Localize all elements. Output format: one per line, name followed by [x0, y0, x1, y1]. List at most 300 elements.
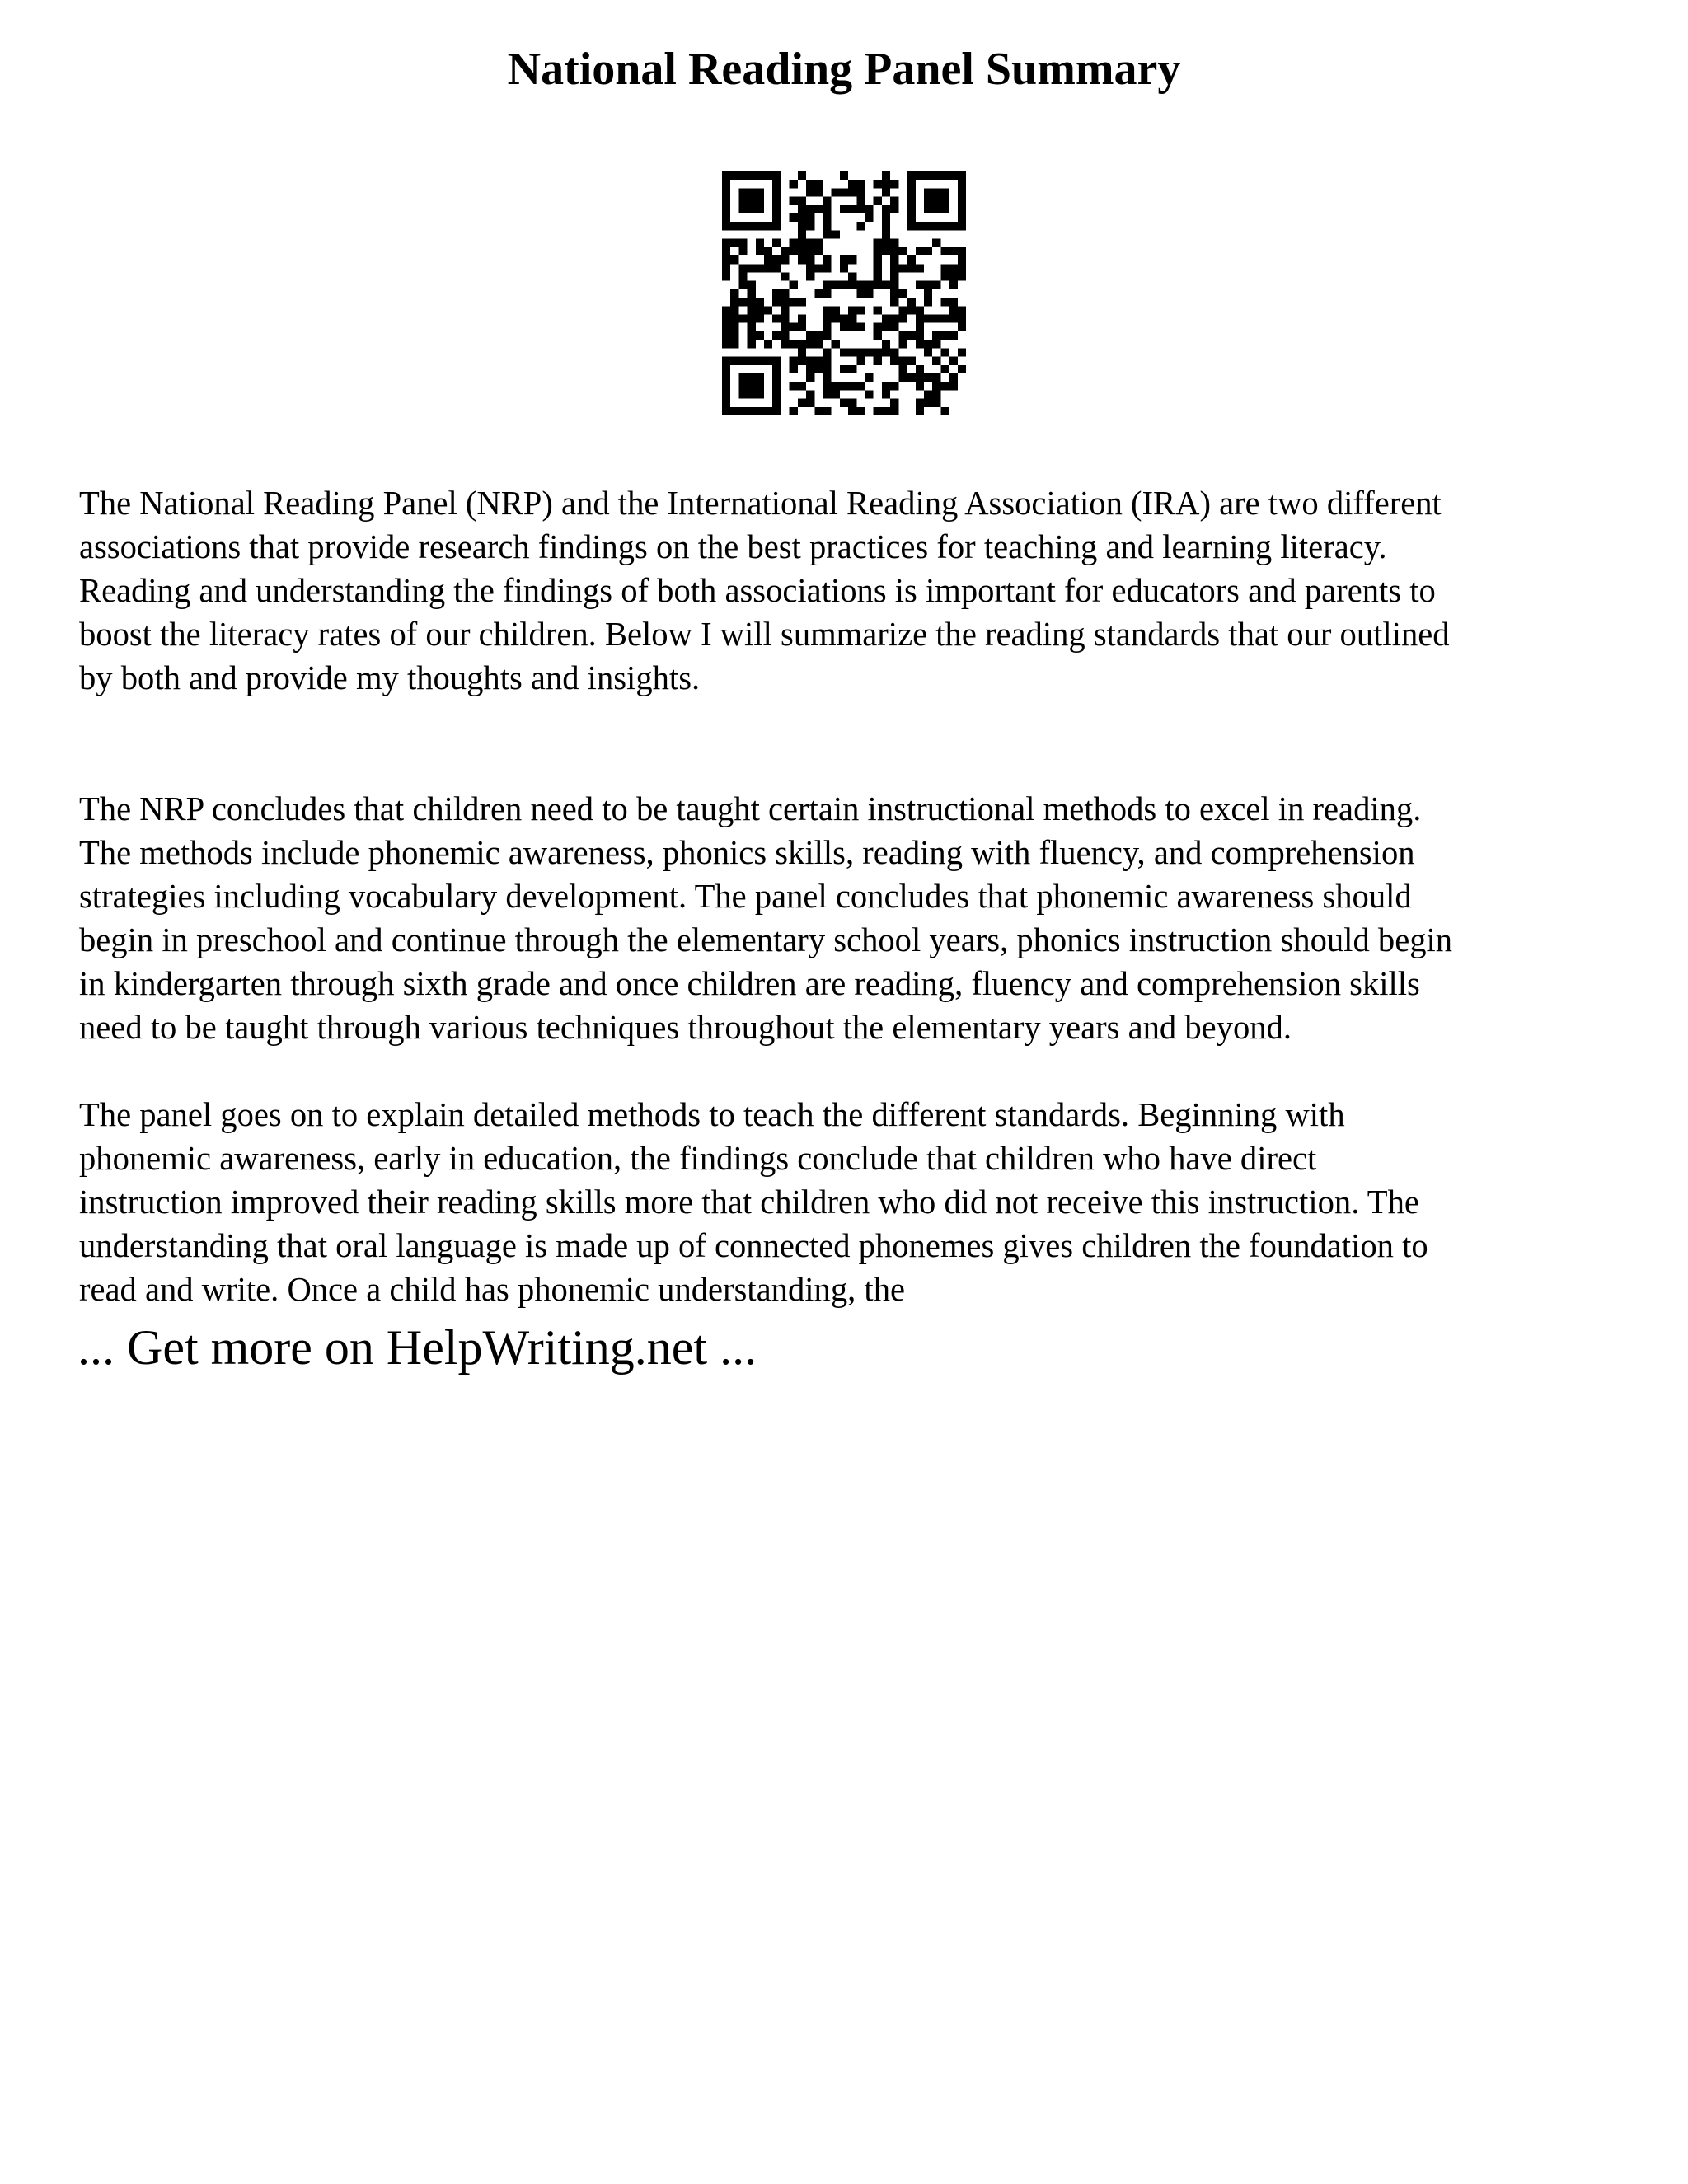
qr-module [798, 197, 806, 205]
qr-module [832, 188, 840, 196]
qr-module [865, 213, 874, 222]
qr-module [950, 247, 958, 255]
qr-module [730, 315, 738, 323]
qr-module [882, 222, 890, 230]
qr-module [882, 230, 890, 238]
qr-module [890, 281, 898, 289]
qr-module [806, 222, 814, 230]
qr-module [958, 348, 966, 356]
get-more-link[interactable]: ... Get more on HelpWriting.net ... [77, 1320, 757, 1375]
qr-module [798, 171, 806, 180]
text-line: Reading and understanding the findings of both associations is important for educators and parents to [79, 571, 1436, 609]
qr-module [738, 315, 747, 323]
qr-module [772, 264, 781, 272]
qr-module [730, 306, 738, 314]
qr-module [738, 272, 747, 280]
qr-module [924, 399, 932, 407]
qr-module [806, 188, 814, 196]
qr-module [874, 197, 882, 205]
qr-module [722, 239, 730, 247]
qr-module [806, 331, 814, 340]
qr-module [924, 281, 932, 289]
qr-module [840, 264, 848, 272]
qr-module [940, 331, 949, 340]
qr-module [890, 357, 898, 365]
qr-module [832, 315, 840, 323]
qr-module [882, 390, 890, 398]
qr-module [722, 306, 730, 314]
qr-module [756, 306, 764, 314]
page-title: National Reading Panel Summary [507, 44, 1181, 95]
text-line: instruction improved their reading skills more that children who did not receive this instruction. The [79, 1183, 1419, 1221]
text-line: need to be taught through various techniques throughout the elementary years and beyond. [79, 1008, 1292, 1046]
qr-module [806, 247, 814, 255]
qr-module [916, 340, 924, 348]
qr-module [840, 188, 848, 196]
qr-module [874, 255, 882, 264]
qr-module [874, 331, 882, 340]
qr-module [790, 213, 798, 222]
qr-module [823, 230, 831, 238]
qr-module [882, 348, 890, 356]
qr-module [882, 247, 890, 255]
paragraph-intro [79, 481, 1463, 700]
qr-module [890, 298, 898, 306]
paragraph-methods [79, 1093, 1442, 1311]
qr-module [781, 255, 789, 264]
qr-module [882, 340, 890, 348]
qr-module [814, 205, 823, 213]
qr-module [823, 289, 831, 298]
qr-module [806, 264, 814, 272]
qr-module [882, 407, 890, 415]
qr-module [907, 298, 916, 306]
qr-module [806, 357, 814, 365]
qr-module [748, 323, 756, 331]
qr-module [772, 289, 781, 298]
qr-module [932, 373, 940, 382]
qr-module [722, 247, 730, 255]
qr-module [890, 315, 898, 323]
qr-module [882, 180, 890, 188]
qr-module [798, 399, 806, 407]
qr-module [940, 247, 949, 255]
qr-module [848, 323, 856, 331]
qr-module [772, 315, 781, 323]
qr-module [798, 298, 806, 306]
qr-module [874, 357, 882, 365]
qr-module [932, 239, 940, 247]
qr-module [865, 205, 874, 213]
qr-module [840, 281, 848, 289]
qr-module [924, 340, 932, 348]
qr-module [932, 331, 940, 340]
qr-module [856, 281, 865, 289]
qr-module [781, 247, 789, 255]
qr-module [898, 340, 907, 348]
qr-module [823, 315, 831, 323]
qr-module [950, 315, 958, 323]
qr-module [823, 255, 831, 264]
qr-module [950, 331, 958, 340]
qr-module [916, 382, 924, 390]
qr-module [907, 373, 916, 382]
qr-module [806, 180, 814, 188]
qr-module [865, 281, 874, 289]
text-line: The methods include phonemic awareness, phonics skills, reading with fluency, and comprehension [79, 833, 1415, 871]
qr-module [798, 315, 806, 323]
qr-module [890, 197, 898, 205]
qr-module [898, 373, 907, 382]
qr-module [958, 315, 966, 323]
qr-module [916, 331, 924, 340]
qr-module [748, 331, 756, 340]
qr-module [756, 264, 764, 272]
qr-module [916, 306, 924, 314]
qr-module [882, 205, 890, 213]
text-line: The National Reading Panel (NRP) and the International Reading Association (IRA) are two different [79, 484, 1442, 522]
qr-module [898, 289, 907, 298]
qr-module [856, 306, 865, 314]
qr-module [806, 399, 814, 407]
qr-module [932, 399, 940, 407]
qr-module [882, 323, 890, 331]
text-line: read and write. Once a child has phonemic understanding, the [79, 1270, 906, 1308]
qr-module [874, 247, 882, 255]
qr-module [840, 255, 848, 264]
qr-module [814, 340, 823, 348]
qr-module [806, 365, 814, 373]
qr-module [790, 357, 798, 365]
qr-module [722, 340, 730, 348]
text-line: understanding that oral language is made up of connected phonemes gives children the foundation to [79, 1226, 1428, 1264]
qr-module [924, 390, 932, 398]
qr-module [790, 407, 798, 415]
qr-module [874, 281, 882, 289]
qr-module [890, 382, 898, 390]
qr-module [882, 315, 890, 323]
qr-module [890, 348, 898, 356]
qr-module [798, 357, 806, 365]
qr-module [890, 407, 898, 415]
qr-module [798, 348, 806, 356]
qr-module [748, 306, 756, 314]
qr-module [781, 331, 789, 340]
qr-module [916, 373, 924, 382]
qr-module [790, 298, 798, 306]
qr-module [840, 348, 848, 356]
qr-module [856, 382, 865, 390]
qr-module [924, 298, 932, 306]
qr-module [874, 323, 882, 331]
qr-module [730, 298, 738, 306]
qr-module [722, 331, 730, 340]
qr-module [950, 298, 958, 306]
qr-module [756, 315, 764, 323]
text-line: boost the literacy rates of our children. Below I will summarize the reading standards that our outlined [79, 615, 1450, 653]
qr-module [865, 390, 874, 398]
qr-module [932, 382, 940, 390]
qr-module [823, 213, 831, 222]
qr-module [823, 197, 831, 205]
qr-module [856, 197, 865, 205]
qr-module [738, 247, 747, 255]
qr-module [738, 264, 747, 272]
qr-module [764, 306, 772, 314]
qr-module [730, 289, 738, 298]
qr-module [790, 281, 798, 289]
qr-code-icon [722, 171, 966, 415]
qr-module [832, 230, 840, 238]
qr-module [756, 247, 764, 255]
qr-module [814, 180, 823, 188]
qr-module [798, 323, 806, 331]
qr-module [764, 247, 772, 255]
qr-module [932, 390, 940, 398]
qr-module [722, 315, 730, 323]
qr-module [722, 255, 730, 264]
qr-module [823, 373, 831, 382]
qr-module [874, 407, 882, 415]
qr-module [790, 239, 798, 247]
qr-module [882, 239, 890, 247]
qr-module [958, 247, 966, 255]
qr-module [874, 306, 882, 314]
qr-module [748, 264, 756, 272]
qr-module [848, 382, 856, 390]
qr-module [738, 298, 747, 306]
qr-module [950, 272, 958, 280]
qr-module [907, 255, 916, 264]
qr-module [958, 323, 966, 331]
qr-module [916, 365, 924, 373]
qr-module [874, 348, 882, 356]
qr-module [790, 180, 798, 188]
qr-module [730, 239, 738, 247]
qr-module [806, 205, 814, 213]
qr-module [798, 382, 806, 390]
qr-module [932, 281, 940, 289]
qr-module [730, 255, 738, 264]
qr-module [848, 205, 856, 213]
qr-module [848, 407, 856, 415]
qr-module [898, 357, 907, 365]
qr-module [738, 239, 747, 247]
qr-module [722, 323, 730, 331]
qr-module [756, 298, 764, 306]
qr-module [764, 264, 772, 272]
qr-module [806, 390, 814, 398]
qr-module [856, 222, 865, 230]
qr-module [856, 180, 865, 188]
qr-module [748, 298, 756, 306]
qr-module [806, 213, 814, 222]
qr-module [856, 357, 865, 365]
qr-module [916, 247, 924, 255]
qr-module [748, 289, 756, 298]
qr-module [790, 197, 798, 205]
qr-module [856, 188, 865, 196]
qr-module [832, 306, 840, 314]
qr-module [781, 289, 789, 298]
qr-module [848, 306, 856, 314]
qr-module [840, 171, 848, 180]
qr-module [823, 348, 831, 356]
qr-module [950, 357, 958, 365]
text-line: strategies including vocabulary development. The panel concludes that phonemic awareness should [79, 877, 1412, 915]
qr-module [882, 188, 890, 196]
qr-module [790, 247, 798, 255]
qr-module [874, 180, 882, 188]
qr-module [772, 298, 781, 306]
qr-module [940, 315, 949, 323]
qr-module [722, 264, 730, 272]
qr-module [882, 171, 890, 180]
paragraph-nrp-conclusions [79, 787, 1466, 1049]
qr-module [756, 331, 764, 340]
qr-module [781, 315, 789, 323]
qr-module [865, 289, 874, 298]
qr-module [890, 399, 898, 407]
qr-module [890, 264, 898, 272]
qr-module [781, 272, 789, 280]
qr-module [781, 306, 789, 314]
qr-module [890, 247, 898, 255]
qr-module [890, 205, 898, 213]
qr-module [823, 323, 831, 331]
qr-module [730, 340, 738, 348]
qr-module [865, 348, 874, 356]
qr-module [958, 306, 966, 314]
qr-module [738, 281, 747, 289]
qr-module [916, 323, 924, 331]
qr-module [940, 382, 949, 390]
qr-module [790, 382, 798, 390]
qr-module [940, 264, 949, 272]
qr-module [924, 289, 932, 298]
qr-module [856, 407, 865, 415]
qr-module [950, 306, 958, 314]
qr-module [958, 365, 966, 373]
qr-module [907, 331, 916, 340]
qr-module [848, 315, 856, 323]
qr-module [950, 382, 958, 390]
qr-module [950, 281, 958, 289]
qr-module [848, 281, 856, 289]
qr-module [856, 323, 865, 331]
qr-module [806, 373, 814, 382]
qr-module [823, 306, 831, 314]
qr-module [798, 222, 806, 230]
qr-module [832, 382, 840, 390]
qr-module [814, 289, 823, 298]
qr-module [898, 331, 907, 340]
qr-module [823, 357, 831, 365]
qr-module [790, 323, 798, 331]
qr-module [916, 315, 924, 323]
qr-module [898, 306, 907, 314]
qr-module [823, 365, 831, 373]
qr-module [848, 348, 856, 356]
qr-module [940, 407, 949, 415]
qr-module [814, 331, 823, 340]
qr-module [848, 399, 856, 407]
qr-module [781, 298, 789, 306]
qr-module [958, 264, 966, 272]
qr-module [814, 247, 823, 255]
qr-module [832, 340, 840, 348]
qr-module [950, 264, 958, 272]
qr-module [772, 331, 781, 340]
qr-module [823, 390, 831, 398]
qr-module [940, 272, 949, 280]
qr-module [823, 407, 831, 415]
qr-module [848, 365, 856, 373]
qr-module [890, 272, 898, 280]
qr-module [890, 289, 898, 298]
qr-module [924, 188, 950, 213]
qr-module [764, 340, 772, 348]
qr-module [840, 323, 848, 331]
qr-module [832, 281, 840, 289]
qr-module [738, 373, 764, 399]
qr-module [958, 255, 966, 264]
qr-module [814, 365, 823, 373]
qr-module [748, 281, 756, 289]
qr-module [848, 272, 856, 280]
qr-module [806, 239, 814, 247]
qr-module [738, 188, 764, 213]
qr-module [890, 180, 898, 188]
qr-module [730, 331, 738, 340]
qr-module [781, 340, 789, 348]
text-line: in kindergarten through sixth grade and once children are reading, fluency and comprehension skills [79, 964, 1420, 1002]
qr-module [823, 264, 831, 272]
qr-module [772, 255, 781, 264]
text-line: The panel goes on to explain detailed methods to teach the different standards. Beginning with [79, 1095, 1345, 1133]
qr-module [848, 255, 856, 264]
qr-module [756, 239, 764, 247]
qr-module [814, 357, 823, 365]
qr-module [958, 272, 966, 280]
qr-module [814, 239, 823, 247]
qr-module [882, 213, 890, 222]
qr-module [874, 272, 882, 280]
qr-module [832, 390, 840, 398]
qr-module [856, 348, 865, 356]
qr-module [798, 255, 806, 264]
qr-module [898, 315, 907, 323]
qr-module [916, 281, 924, 289]
qr-module [848, 180, 856, 188]
qr-module [840, 205, 848, 213]
qr-module [814, 264, 823, 272]
qr-module [882, 281, 890, 289]
qr-module [950, 373, 958, 382]
qr-module [874, 264, 882, 272]
qr-module [781, 323, 789, 331]
qr-module [840, 399, 848, 407]
qr-module [898, 247, 907, 255]
qr-module [806, 255, 814, 264]
qr-module [898, 264, 907, 272]
qr-module [916, 264, 924, 272]
qr-module [916, 407, 924, 415]
qr-module [840, 365, 848, 373]
text-line: The NRP concludes that children need to be taught certain instructional methods to excel in reading. [79, 790, 1422, 827]
qr-module [814, 407, 823, 415]
qr-module [730, 323, 738, 331]
